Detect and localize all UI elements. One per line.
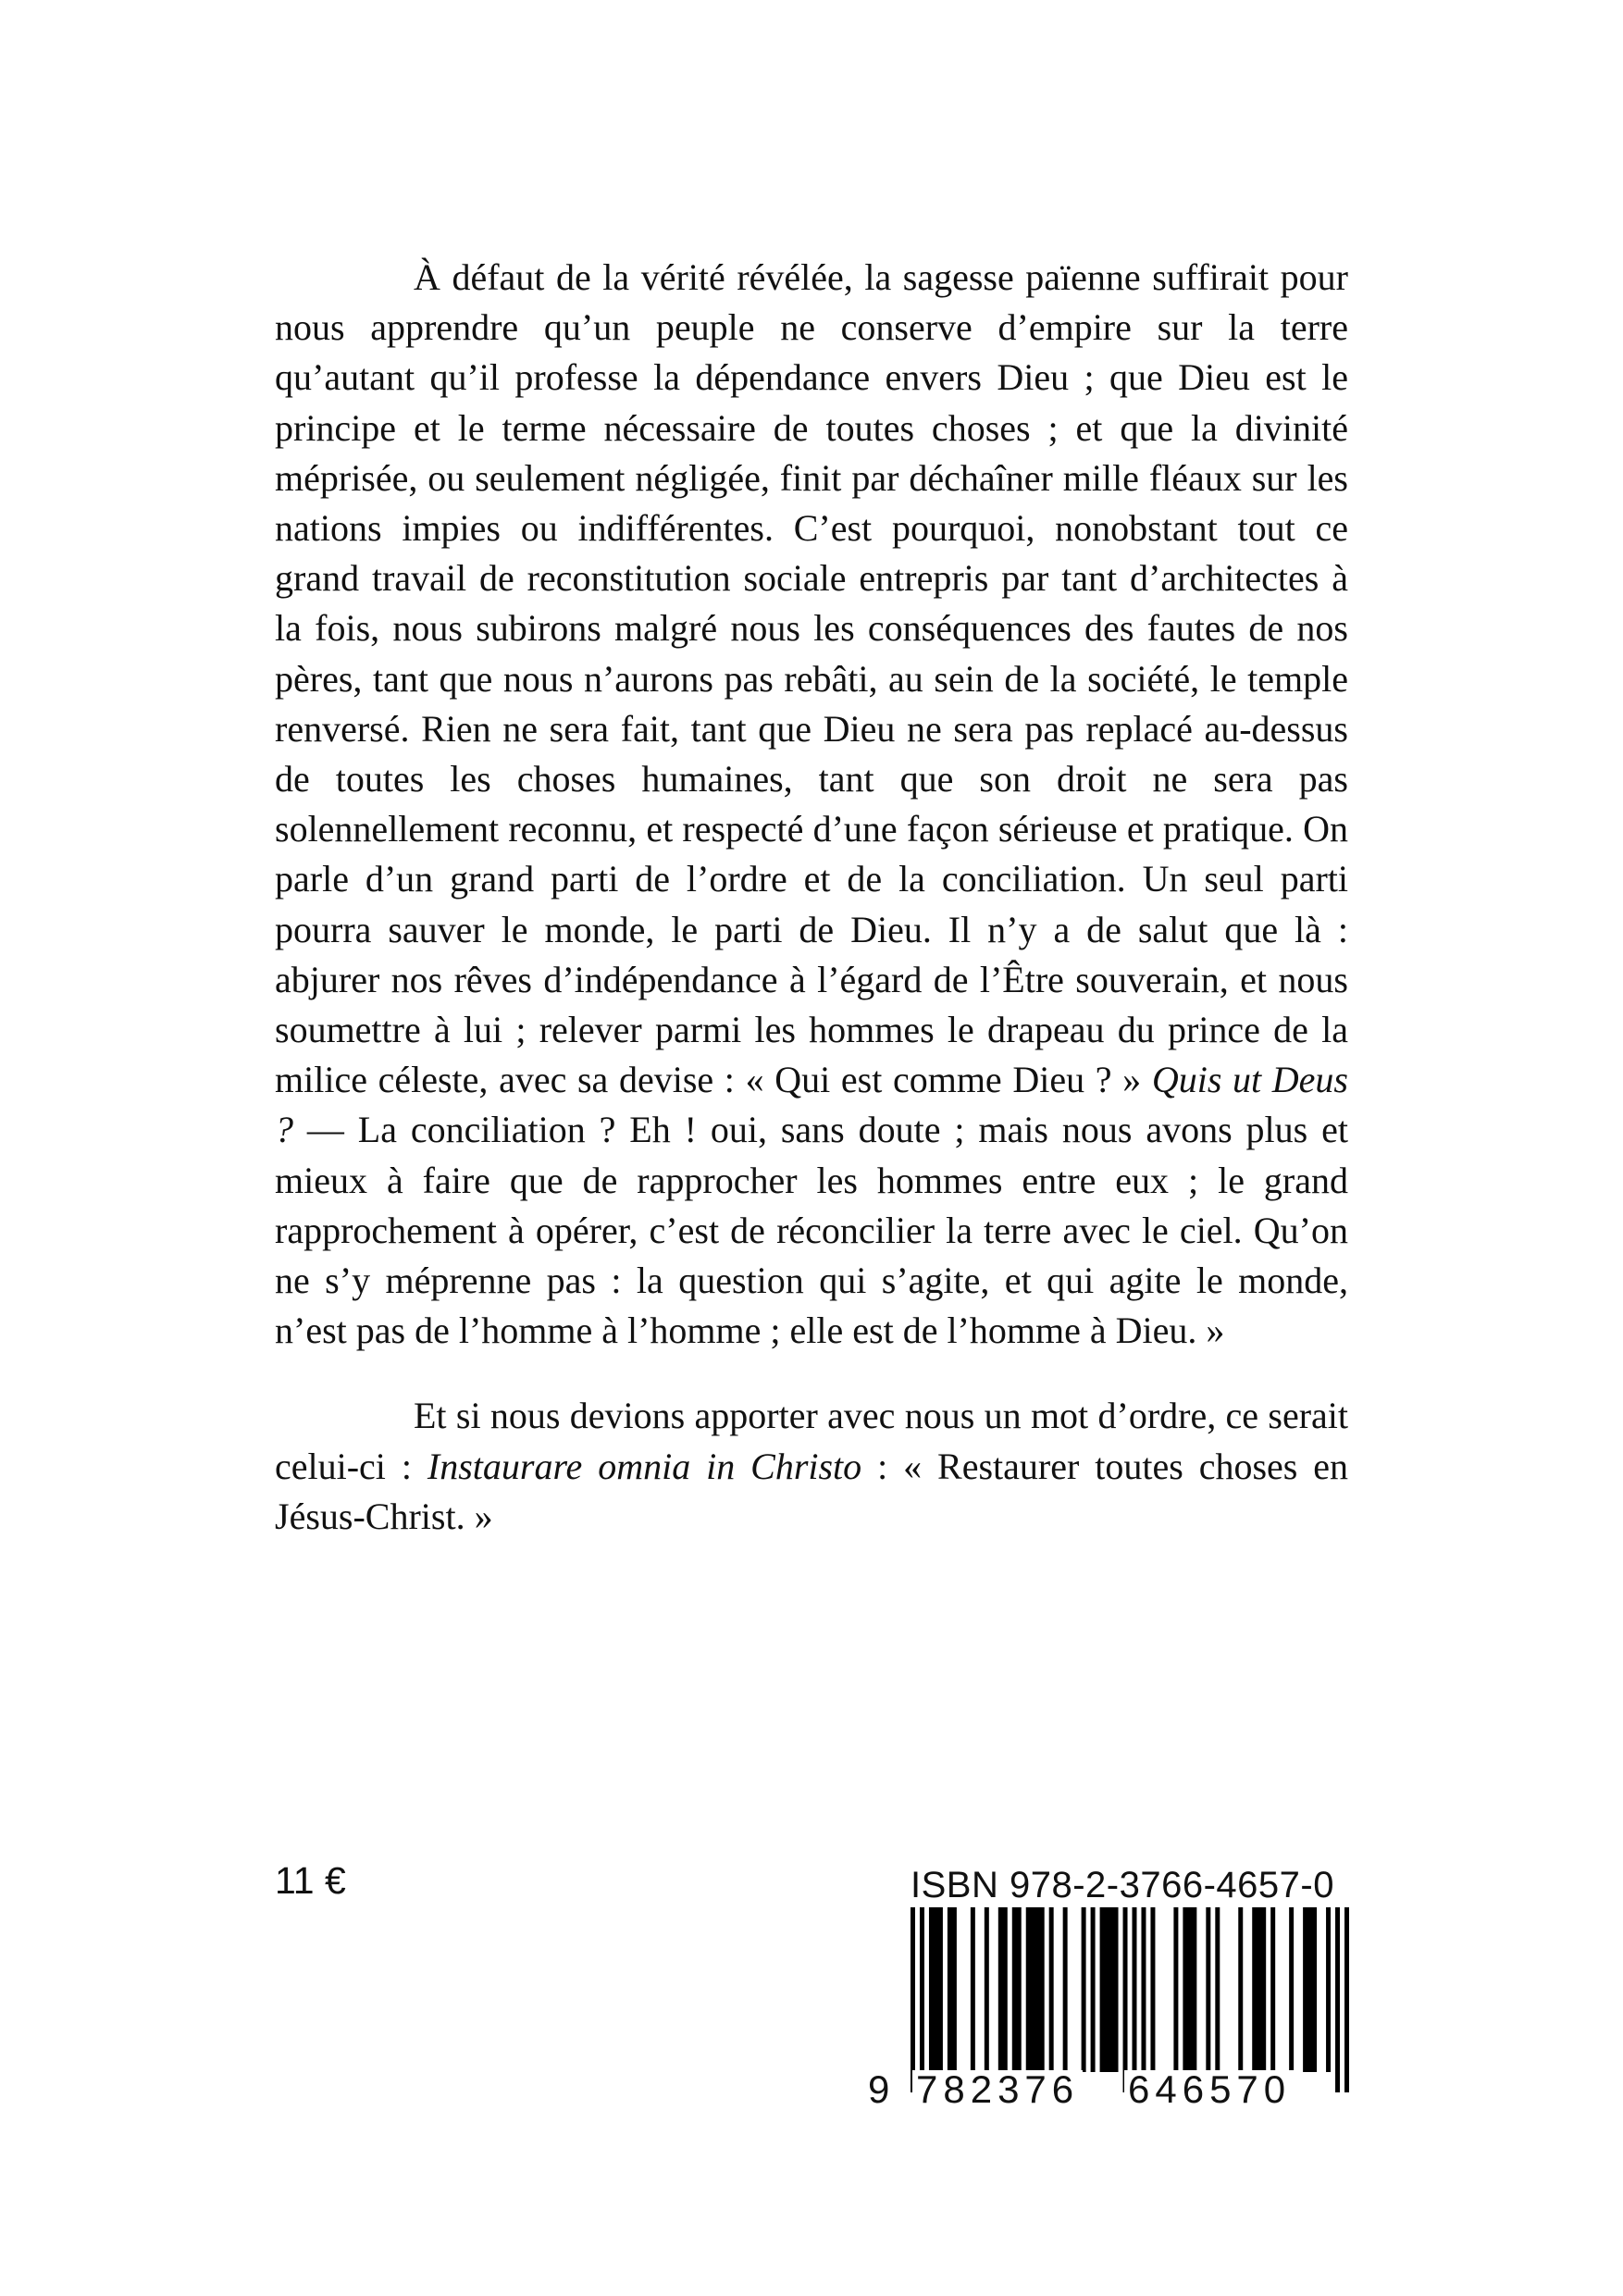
paragraph-2-text-end: : « Restaurer toutes choses en Jésus-Christ. » <box>275 1445 1348 1537</box>
barcode-bar-25 <box>1289 1907 1294 2072</box>
paragraph-2-latin: Instaurare omnia in Christo <box>427 1445 862 1487</box>
barcode-bar-13 <box>1100 1907 1119 2072</box>
barcode-bar-26 <box>1303 1907 1317 2072</box>
price-label: 11 € <box>275 1859 346 1902</box>
isbn-label: ISBN 978-2-3766-4657-0 <box>911 1865 1334 1905</box>
barcode-bar-22 <box>1238 1907 1243 2072</box>
barcode-guard-bar-28 <box>1335 1907 1340 2092</box>
barcode-guard-bar-0 <box>911 1907 915 2092</box>
barcode-bar-19 <box>1183 1907 1196 2072</box>
paragraph-2-text: Et si nous devions apporter avec nous un mot d’ordre, ce serait celui-ci : <box>275 1395 1348 1487</box>
barcode-bar-21 <box>1215 1907 1220 2072</box>
barcode-guard-bar-29 <box>1344 1907 1349 2092</box>
barcode-guard-bar-15 <box>1132 1907 1136 2092</box>
paragraph-quote <box>275 253 1348 1356</box>
barcode-bar-5 <box>985 1907 989 2072</box>
barcode-digit-first: 9 <box>868 2067 896 2111</box>
barcode-bar-18 <box>1173 1907 1178 2072</box>
paragraph-1-latin: Quis ut Deus ? <box>275 1059 1349 1151</box>
barcode-bar-23 <box>1252 1907 1266 2072</box>
paragraph-1-text: À défaut de la vérité révélée, la sagesse païenne suffirait pour nous apprendre qu’un peuple ne conserve d’empire sur la terre qu’autant qu’il professe la dépendance envers Dieu ; que Dieu est le principe et le terme nécessaire de toutes choses ; et que la divinité méprisée, ou seulement négligée, finit par déchaîner mille fléaux sur les nations impies ou indifférentes. C’est pourquoi, nonobstant tout ce grand travail de reconstitution sociale entrepris par tant d’architectes à la fois, nous subirons malgré nous les conséquences des fautes de nos pères, tant que nous n’aurons pas rebâti, au sein de la société, le temple renversé. Rien ne sera fait, tant que Dieu ne sera pas replacé au-dessus de toutes les choses humaines, tant que son droit ne sera pas solennellement reconnu, et respecté d’une façon sérieuse et pratique. On parle d’un grand parti de l’ordre et de la conciliation. Un seul parti pourra sauver le monde, le parti de Dieu. Il n’y a de salut que là : abjurer nos rêves d’indépendance à l’égard de l’Être souverain, et nous soumettre à lui ; relever parmi les hommes le drapeau du prince de la milice céleste, avec sa devise : « Qui est comme Dieu ? » <box>275 256 1348 1101</box>
barcode-bar-8 <box>1026 1907 1045 2072</box>
back-cover-text <box>275 253 1348 1542</box>
barcode-digits-left: 782376 <box>912 2070 1083 2109</box>
barcode-bar-16 <box>1141 1907 1146 2072</box>
paragraph-1-text-end: — La conciliation ? Eh ! oui, sans doute ; mais nous avons plus et mieux à faire que de rapprocher les hommes entre eux ; le grand rapprochement à opérer, c’est de réconcilier la terre avec le ciel. Qu’on ne s’y méprenne pas : la question qui s’agite, et qui agite le monde, n’est pas de l’homme à l’homme ; elle est de l’homme à Dieu. » <box>275 1109 1349 1352</box>
barcode-bar-11 <box>1082 1907 1086 2072</box>
barcode-bar-3 <box>948 1907 957 2072</box>
barcode-bar-20 <box>1206 1907 1210 2072</box>
barcode-bar-4 <box>971 1907 975 2072</box>
barcode-bar-10 <box>1063 1907 1068 2072</box>
barcode-block <box>868 1867 1349 2135</box>
barcode-bar-27 <box>1326 1907 1331 2072</box>
paragraph-motto <box>275 1391 1348 1542</box>
barcode-bar-24 <box>1270 1907 1275 2072</box>
barcode-digits-right: 646570 <box>1124 2070 1295 2109</box>
barcode-bar-7 <box>1012 1907 1022 2072</box>
barcode-bar-12 <box>1091 1907 1096 2072</box>
barcode-bar-2 <box>929 1907 943 2072</box>
barcode-guard-bar-1 <box>920 1907 924 2092</box>
barcode-guard-bar-14 <box>1123 1907 1128 2092</box>
barcode-bar-9 <box>1049 1907 1054 2072</box>
barcode-bar-6 <box>998 1907 1008 2072</box>
barcode-bar-17 <box>1150 1907 1155 2072</box>
